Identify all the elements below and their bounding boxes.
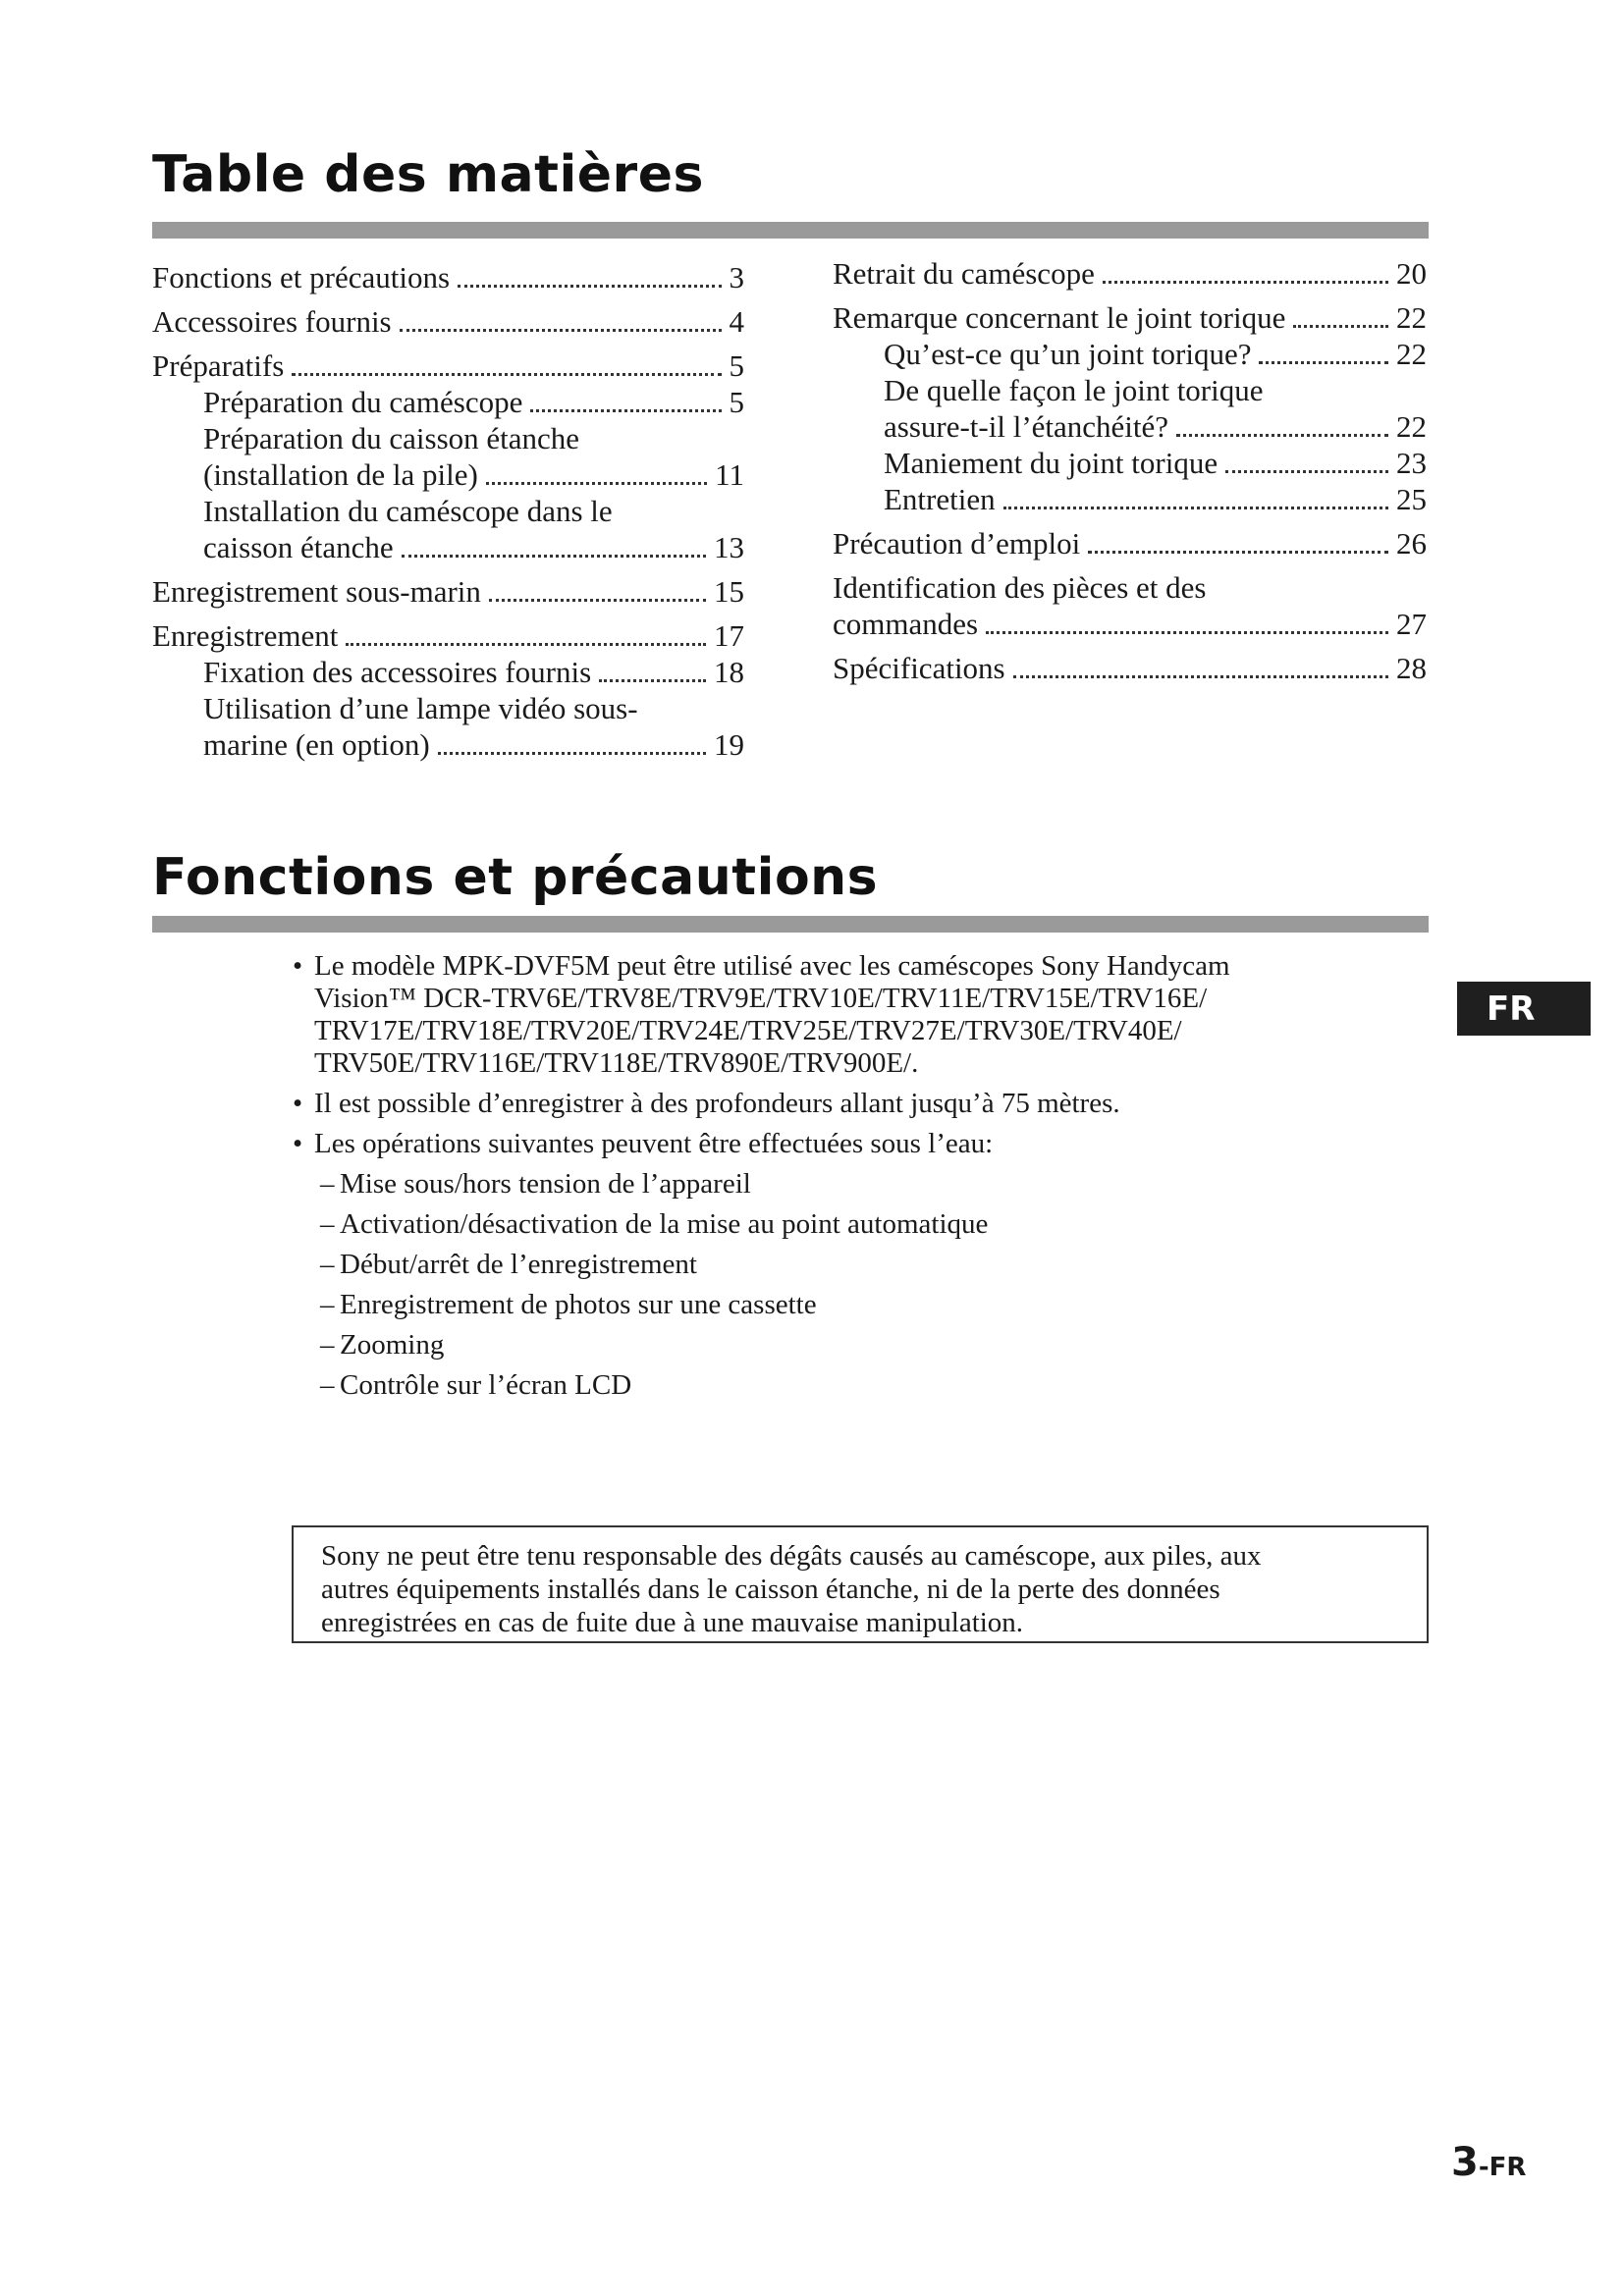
toc-page-number: 27 — [1396, 607, 1427, 641]
toc-entry-line — [203, 654, 744, 690]
toc-page-number: 4 — [729, 304, 744, 339]
toc-entry-line — [833, 525, 1427, 561]
dash-icon: – — [320, 1208, 335, 1240]
toc-entry-title: Qu’est-ce qu’un joint torique? — [884, 337, 1252, 371]
operation-text: Activation/désactivation de la mise au point automatique — [340, 1208, 989, 1240]
toc-entry-line — [203, 456, 744, 493]
toc-entry — [833, 336, 1427, 372]
toc-entry-title: Fixation des accessoires fournis — [203, 655, 592, 689]
toc-page-number: 22 — [1396, 409, 1427, 444]
bullet-text-line: Il est possible d’enregistrer à des profondeurs allant jusqu’à 75 mètres. — [314, 1088, 1120, 1119]
language-tab: FR — [1457, 982, 1591, 1036]
toc-leader-dots — [402, 555, 706, 558]
page-number-value: 3 — [1451, 2140, 1479, 2185]
toc-entry — [833, 445, 1427, 481]
toc-entry — [833, 525, 1427, 561]
toc-entry-title: Fonctions et précautions — [152, 260, 451, 294]
dash-icon: – — [320, 1168, 335, 1200]
toc-page-number: 15 — [714, 574, 744, 609]
toc-leader-dots — [486, 482, 707, 485]
toc-entry — [833, 255, 1427, 292]
toc-leader-dots — [1103, 281, 1388, 284]
toc-leader-dots — [458, 285, 721, 288]
toc-entry — [833, 650, 1427, 686]
toc-entry-line — [833, 255, 1427, 292]
toc-entry-title: Accessoires fournis — [152, 304, 392, 339]
operation-item — [320, 1329, 1392, 1362]
toc-leader-dots — [599, 679, 706, 682]
toc-leader-dots — [1003, 507, 1388, 509]
toc-leader-dots — [346, 643, 706, 646]
toc-entry-title: Préparation du caméscope — [203, 385, 523, 419]
toc-page-number: 22 — [1396, 300, 1427, 335]
toc-page-number: 22 — [1396, 337, 1427, 371]
toc-entry-title: Utilisation d’une lampe vidéo sous- — [203, 691, 638, 725]
toc-page-number: 19 — [714, 727, 744, 762]
bullet-icon: • — [293, 1088, 303, 1119]
toc-leader-dots — [1225, 470, 1388, 473]
notice-text-line: autres équipements installés dans le caisson étanche, ni de la perte des données — [321, 1574, 1220, 1605]
toc-leader-dots — [489, 599, 706, 602]
toc-entry-title: (installation de la pile) — [203, 457, 478, 492]
toc-entry — [152, 617, 744, 654]
toc-entry — [152, 420, 744, 493]
toc-entry — [152, 259, 744, 295]
toc-entry — [833, 372, 1427, 445]
operation-text: Zooming — [340, 1329, 445, 1361]
dash-icon: – — [320, 1369, 335, 1401]
toc-leader-dots — [1176, 434, 1388, 437]
operation-item — [320, 1249, 1392, 1281]
toc-leader-dots — [400, 329, 722, 332]
toc-entry — [152, 303, 744, 340]
toc-entry — [152, 573, 744, 610]
section-body — [293, 950, 1392, 1410]
toc-entry-title: Enregistrement sous-marin — [152, 574, 481, 609]
toc-entry-title: commandes — [833, 607, 979, 641]
toc-leader-dots — [1259, 361, 1388, 364]
toc-page-number: 26 — [1396, 526, 1427, 561]
operations-list — [293, 1168, 1392, 1402]
toc-entry-line — [884, 372, 1427, 408]
toc-entry-title: De quelle façon le joint torique — [884, 373, 1264, 407]
toc-entry-line — [884, 336, 1427, 372]
page-number-suffix: -FR — [1478, 2153, 1527, 2182]
toc-entry-title: Identification des pièces et des — [833, 570, 1207, 605]
notice-text-line: enregistrées en cas de fuite due à une mauvaise manipulation. — [321, 1607, 1024, 1638]
toc-title-rule — [152, 222, 1429, 239]
bullet-item — [293, 1088, 1392, 1120]
toc-entry-title: assure-t-il l’étanchéité? — [884, 409, 1169, 444]
operation-text: Mise sous/hors tension de l’appareil — [340, 1168, 751, 1200]
toc-entry — [833, 299, 1427, 336]
toc-entry-title: Retrait du caméscope — [833, 256, 1095, 291]
toc-page-number: 25 — [1396, 482, 1427, 516]
operation-item — [320, 1168, 1392, 1201]
toc-entry-line — [833, 299, 1427, 336]
toc-entry-line — [884, 445, 1427, 481]
toc-leader-dots — [1088, 551, 1388, 554]
toc-right-column — [833, 255, 1427, 686]
toc-leader-dots — [986, 631, 1388, 634]
toc-page-number: 23 — [1396, 446, 1427, 480]
toc-entry-line — [203, 420, 744, 456]
toc-entry-line — [884, 481, 1427, 517]
toc-entry — [152, 690, 744, 763]
toc-left-column — [152, 259, 744, 763]
operation-text: Contrôle sur l’écran LCD — [340, 1369, 632, 1401]
toc-entry-title: Remarque concernant le joint torique — [833, 300, 1286, 335]
bullet-text-line: TRV50E/TRV116E/TRV118E/TRV890E/TRV900E/. — [314, 1047, 919, 1079]
operation-text: Enregistrement de photos sur une cassette — [340, 1289, 817, 1320]
toc-entry-title: marine (en option) — [203, 727, 430, 762]
toc-leader-dots — [1293, 325, 1388, 328]
toc-entry-line — [203, 493, 744, 529]
bullet-icon: • — [293, 1128, 303, 1159]
toc-entry-line — [203, 726, 744, 763]
toc-leader-dots — [530, 409, 721, 412]
toc-page-number: 20 — [1396, 256, 1427, 291]
dash-icon: – — [320, 1329, 335, 1361]
toc-entry — [152, 654, 744, 690]
toc-page-number: 18 — [714, 655, 744, 689]
section-title: Fonctions et précautions — [152, 848, 879, 907]
toc-entry-line — [203, 384, 744, 420]
section-title-rule — [152, 916, 1429, 933]
toc-entry-line — [203, 690, 744, 726]
operation-item — [320, 1208, 1392, 1241]
toc-entry — [152, 493, 744, 565]
toc-entry-title: Enregistrement — [152, 618, 339, 653]
notice-text-line: Sony ne peut être tenu responsable des dégâts causés au caméscope, aux piles, aux — [321, 1540, 1262, 1572]
dash-icon: – — [320, 1289, 335, 1320]
toc-entry-line — [152, 573, 744, 610]
toc-entry-line — [203, 529, 744, 565]
toc-entry-title: Maniement du joint torique — [884, 446, 1218, 480]
toc-entry-line — [833, 606, 1427, 642]
toc-page-number: 5 — [729, 385, 744, 419]
bullet-text-line: Les opérations suivantes peuvent être effectuées sous l’eau: — [314, 1128, 994, 1159]
bullet-item — [293, 1128, 1392, 1160]
toc-page-number: 11 — [715, 457, 744, 492]
toc-entry — [152, 347, 744, 384]
toc-entry-title: Précaution d’emploi — [833, 526, 1081, 561]
toc-page-number: 13 — [714, 530, 744, 564]
bullet-text-line: Vision™ DCR-TRV6E/TRV8E/TRV9E/TRV10E/TRV11E/TRV15E/TRV16E/ — [314, 983, 1208, 1014]
bullet-text-line: Le modèle MPK-DVF5M peut être utilisé avec les caméscopes Sony Handycam — [314, 950, 1230, 982]
toc-entry — [833, 569, 1427, 642]
operation-text: Début/arrêt de l’enregistrement — [340, 1249, 697, 1280]
toc-leader-dots — [438, 752, 706, 755]
page-number — [1451, 2140, 1526, 2185]
toc-entry-line — [152, 617, 744, 654]
toc-entry-title: Spécifications — [833, 651, 1005, 685]
operation-item — [320, 1289, 1392, 1321]
toc-title: Table des matières — [152, 145, 704, 204]
toc-entry — [833, 481, 1427, 517]
toc-entry-title: Installation du caméscope dans le — [203, 494, 613, 528]
liability-notice-box — [292, 1525, 1429, 1643]
toc-entry-line — [833, 569, 1427, 606]
toc-entry-line — [833, 650, 1427, 686]
toc-entry-title: caisson étanche — [203, 530, 394, 564]
toc-page-number: 17 — [714, 618, 744, 653]
bullet-text-line: TRV17E/TRV18E/TRV20E/TRV24E/TRV25E/TRV27E/TRV30E/TRV40E/ — [314, 1015, 1182, 1046]
operation-item — [320, 1369, 1392, 1402]
toc-entry-line — [152, 259, 744, 295]
toc-page-number: 5 — [729, 348, 744, 383]
toc-entry-line — [152, 303, 744, 340]
toc-page-number: 28 — [1396, 651, 1427, 685]
bullet-item — [293, 950, 1392, 1080]
toc-entry-title: Entretien — [884, 482, 996, 516]
toc-entry — [152, 384, 744, 420]
toc-page-number: 3 — [729, 260, 744, 294]
toc-entry-title: Préparatifs — [152, 348, 285, 383]
toc-entry-title: Préparation du caisson étanche — [203, 421, 580, 455]
bullet-icon: • — [293, 950, 303, 982]
toc-entry-line — [152, 347, 744, 384]
toc-leader-dots — [292, 373, 721, 376]
toc-leader-dots — [1013, 675, 1388, 678]
toc-entry-line — [884, 408, 1427, 445]
dash-icon: – — [320, 1249, 335, 1280]
